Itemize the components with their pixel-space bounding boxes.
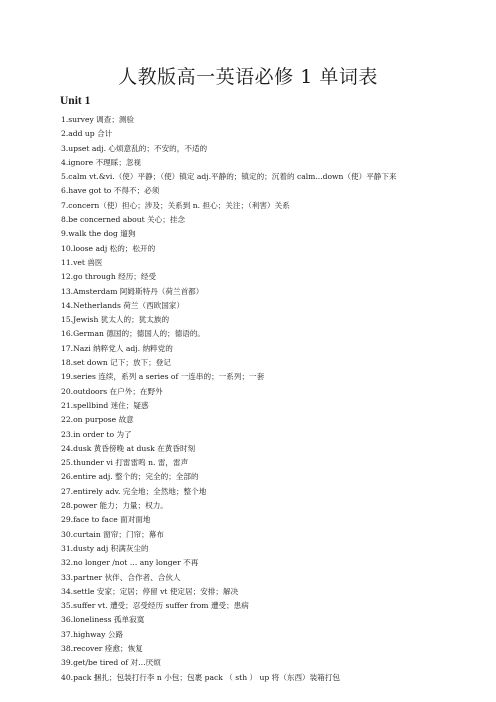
vocabulary-entry: 31.dusty adj 积满灰尘的 [61, 543, 149, 553]
vocabulary-entry: 9.walk the dog 遛狗 [61, 229, 136, 239]
vocabulary-entry: 33.partner 伙伴、合作者、合伙人 [61, 572, 181, 582]
vocabulary-entry: 32.no longer /not … any longer 不再 [61, 558, 199, 568]
vocabulary-entry: 8.be concerned about 关心；挂念 [61, 215, 186, 225]
vocabulary-entry: 13.Amsterdam 阿姆斯特丹（荷兰首都） [61, 286, 204, 296]
vocabulary-entry: 18.set down 记下；放下；登记 [61, 358, 171, 368]
vocabulary-entry: 36.loneliness 孤单寂寞 [61, 615, 145, 625]
vocabulary-entry: 4.ignore 不理睬；忽视 [61, 157, 142, 167]
vocabulary-entry: 40.pack 捆扎；包装打行李 n 小包；包裹 pack （ sth ） up 将（东西）装箱打包 [61, 672, 341, 682]
document-title: 人教版高一英语必修 1 单词表 [118, 66, 378, 88]
vocabulary-entry: 10.loose adj 松的；松开的 [61, 243, 156, 253]
vocabulary-entry: 37.highway 公路 [61, 629, 124, 639]
vocabulary-entry: 6.have got to 不得不；必须 [61, 186, 160, 196]
vocabulary-entry: 2.add up 合计 [61, 129, 113, 139]
vocabulary-entry: 35.suffer vt. 遭受；忍受经历 suffer from 遭受；患病 [61, 601, 249, 611]
vocabulary-entry: 1.survey 调查；测验 [61, 115, 135, 124]
vocabulary-list [61, 113, 481, 685]
vocabulary-entry: 29.face to face 面对面地 [61, 515, 151, 525]
vocabulary-entry: 22.on purpose 故意 [61, 415, 134, 425]
vocabulary-entry: 15.Jewish 犹太人的；犹太族的 [61, 315, 170, 325]
vocabulary-entry: 11.vet 兽医 [61, 257, 103, 267]
vocabulary-entry: 17.Nazi 纳粹党人 adj. 纳粹党的 [61, 343, 173, 353]
vocabulary-entry: 25.thunder vi 打雷雷鸣 n. 雷，雷声 [61, 458, 189, 468]
vocabulary-entry: 30.curtain 窗帘；门帘；幕布 [61, 529, 164, 539]
vocabulary-entry: 12.go through 经历；经受 [61, 272, 157, 282]
vocabulary-entry: 26.entire adj. 整个的；完全的；全部的 [61, 472, 199, 482]
vocabulary-entry: 24.dusk 黄昏傍晚 at dusk 在黄昏时刻 [61, 443, 196, 453]
vocabulary-entry: 14.Netherlands 荷兰（西欧国家） [61, 300, 185, 310]
vocabulary-entry: 28.power 能力；力量；权力。 [61, 501, 168, 511]
vocabulary-entry: 27.entirely adv. 完全地；全然地；整个地 [61, 486, 207, 496]
vocabulary-entry: 3.upset adj. 心烦意乱的；不安的，不适的 [61, 143, 208, 153]
vocabulary-entry: 7.concern（使）担心；涉及；关系到 n. 担心；关注；（利害）关系 [61, 200, 290, 210]
vocabulary-entry: 34.settle 安家；定居；停留 vt 使定居；安排；解决 [61, 586, 239, 596]
vocabulary-entry: 5.calm vt.&vi.（使）平静；（使）镇定 adj.平静的；镇定的；沉着的 calm...down（使）平静下来 [61, 172, 397, 182]
vocabulary-entry: 38.recover 痊愈；恢复 [61, 643, 143, 653]
unit-heading: Unit 1 [60, 95, 91, 107]
vocabulary-entry: 20.outdoors 在户外；在野外 [61, 386, 163, 396]
vocabulary-entry: 19.series 连续，系列 a series of 一连串的；一系列；一套 [61, 372, 265, 382]
vocabulary-entry: 16.German 德国的；德国人的；德语的。 [61, 329, 206, 339]
vocabulary-entry: 23.in order to 为了 [61, 429, 132, 439]
vocabulary-entry: 21.spellbind 迷住；疑惑 [61, 400, 149, 410]
vocabulary-entry: 39.get/be tired of 对…厌烦 [61, 658, 161, 668]
